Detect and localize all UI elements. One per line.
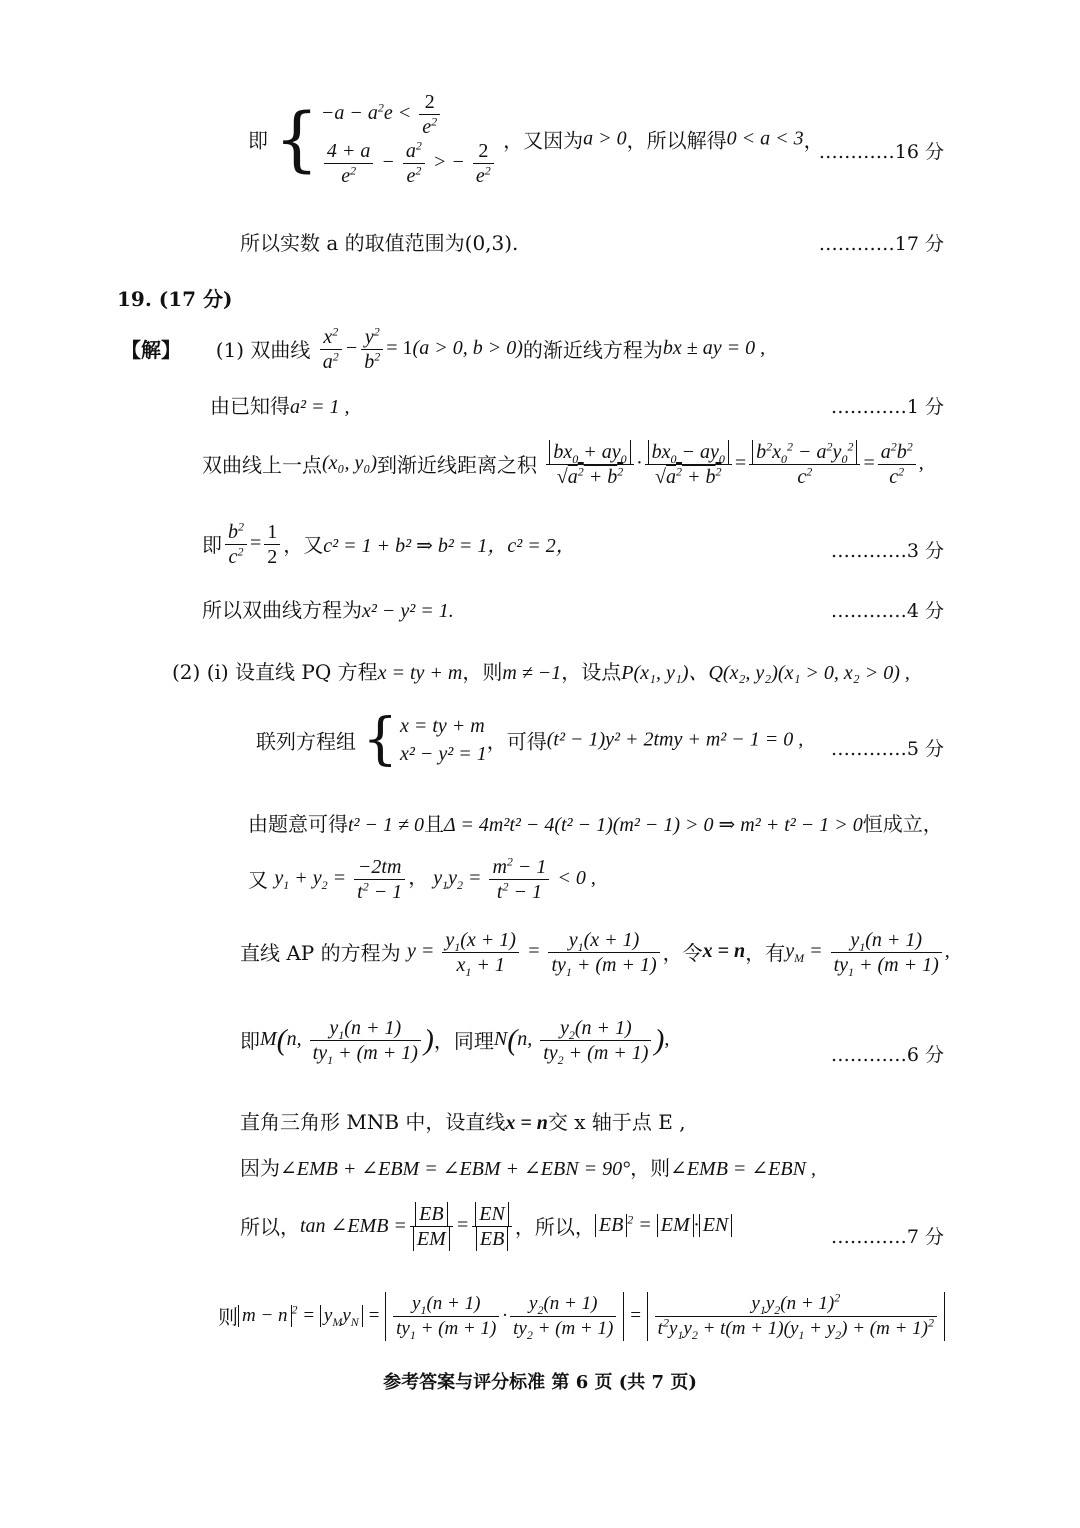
page-footer: 参考答案与评分标准 第 6 页 (共 7 页) <box>383 1372 697 1393</box>
l5-text2: 到渐近线距离之积 <box>376 453 537 478</box>
score-16: …………16 分 <box>818 141 944 163</box>
l16-text2: ，所以， <box>514 1215 595 1240</box>
l9-text2: ，可得 <box>486 729 547 754</box>
l1-text2: ，所以解得 <box>626 128 727 153</box>
score-3: …………3 分 <box>830 540 944 562</box>
ratio-eq: $\frac{b^2}{c^2}$ = $\frac{1}{2}$ <box>222 532 283 554</box>
l14-text: 直角三角形 MNB 中，设直线 <box>240 1110 506 1134</box>
final-line <box>218 1292 945 1341</box>
l9-text: 联列方程组 <box>256 729 356 754</box>
final-formula: m − n $^2 = y_My_N$ = $\frac{y_1(n + 1)}{ty_1 + (m + 1)}$ · $\frac{y_2(n + 1)}{ty_2 + (m + 1)}$ = $\frac{y_1y_2(n + 1)^2}{t^2y_1y_2 + t(m + 1)(y_1 + y_2) + (m + 1)^2}$ <box>238 1305 945 1326</box>
distance-product-formula: $\frac{bx_0 + ay_0}{√a^2 + b^2}$ · $\frac{bx_0 - ay_0}{√a^2 + b^2}$ = $\frac{b^2x_0^2 - a^2y_0^2}{c^2}$ = $\frac{a^2b^2}{c^2}$ , <box>543 452 923 474</box>
l4-text: 由已知得 <box>210 394 290 418</box>
score-17: …………17 分 <box>818 233 944 255</box>
l8-text2: ，则 <box>462 660 503 684</box>
l1-text: ，又因为 <box>503 128 584 153</box>
ineq-row-2: $\frac{4 + a}{e^2}$ − $\frac{a^2}{e^2}$ > − $\frac{2}{e^2}$ <box>321 139 497 188</box>
p1-text1: (1) 双曲线 <box>215 338 311 363</box>
sys-row-2: x² − y² = 1 <box>400 743 487 765</box>
sys-row-1: x = ty + m <box>400 715 485 737</box>
l15-math: ∠EMB + ∠EBM = ∠EBM + ∠EBN = 90° <box>280 1158 631 1180</box>
l6-text: 即 <box>202 533 222 558</box>
l15-text2: ，则 <box>630 1156 671 1180</box>
p1-text2: 的渐近线方程为 <box>522 338 663 363</box>
inequality-system: { $-a - a^2e$ < $\frac{2}{e^2}$ $\frac{4 + a}{e^2}$ − $\frac{a^2}{e^2}$ > − $\frac{2}{e^2}$ <box>274 90 496 188</box>
question-19-header: 19. (17 分) <box>117 287 233 311</box>
l14-xn: x = n <box>505 1112 548 1134</box>
ym-formula: $y_M$ = $\frac{y_1(n + 1)}{ty_1 + (m + 1)}$ , <box>785 929 950 979</box>
part2-setup-line <box>172 656 910 685</box>
l10-m1: t² − 1 ≠ 0 <box>348 814 425 836</box>
l10-text: 由题意可得 <box>248 812 348 836</box>
l16-text: 所以， <box>240 1215 300 1240</box>
point-m: M(n, $\frac{y_1(n + 1)}{ty_1 + (m + 1)}$ ) <box>260 1017 434 1067</box>
l12-xn: x = n <box>702 940 746 963</box>
l12-text2: ，令 <box>662 941 703 966</box>
vieta-formulas: $y_1 + y_2$ = $\frac{-2tm}{t^2 - 1}$ ， $y_1y_2$ = $\frac{m^2 - 1}{t^2 - 1}$ < 0 , <box>274 854 596 903</box>
l6-text2: ，又 <box>283 533 324 558</box>
l1-range: 0 < a < 3 <box>726 127 804 150</box>
l8-pts: P(x₁, y₁)、Q(x₂, y₂)(x₁ > 0, x₂ > 0) , <box>621 662 910 684</box>
l13-text2: ，同理 <box>433 1029 494 1054</box>
score-7: …………7 分 <box>830 1226 944 1248</box>
l12-text3: ，有 <box>745 941 786 966</box>
l10-m2: Δ = 4m²t² − 4(t² − 1)(m² − 1) > 0 ⇒ m² + t² − 1 > 0 <box>444 814 863 836</box>
hyperbola-result-line <box>202 594 454 623</box>
angle-line <box>240 1152 816 1181</box>
vieta-line <box>248 855 596 904</box>
tan-ratios: $\frac{EB}{EM}$ = $\frac{EN}{EB}$ <box>407 1214 515 1236</box>
score-1: …………1 分 <box>830 396 944 418</box>
system-line <box>256 707 804 772</box>
triangle-line <box>240 1106 686 1135</box>
l1-cond: a > 0 <box>583 127 627 150</box>
given-line <box>210 390 350 419</box>
l8-text3: ，设点 <box>561 660 622 684</box>
line-ap <box>240 928 950 977</box>
part1-line <box>121 325 765 374</box>
prefix-ji: 即 <box>248 128 268 153</box>
l6-math: c² = 1 + b² ⇒ b² = 1，c² = 2， <box>323 535 576 558</box>
tan-line <box>240 1202 732 1251</box>
ap-equation: y = $\frac{y_1(x + 1)}{x_1 + 1}$ = $\frac{y_1(x + 1)}{ty_1 + (m + 1)}$ <box>407 940 663 962</box>
l8-text: (2) (i) 设直线 PQ 方程 <box>172 660 378 684</box>
asymptote-equation: bx ± ay = 0 , <box>662 337 766 360</box>
range-conclusion: 所以实数 a 的取值范围为(0,3). <box>240 231 519 255</box>
l7-math: x² − y² = 1. <box>362 600 454 622</box>
p1-cond: (a > 0, b > 0) <box>412 337 523 360</box>
l12-text: 直线 AP 的方程为 <box>240 941 401 966</box>
l9-math: (t² − 1)y² + 2tmy + m² − 1 = 0 , <box>546 728 804 751</box>
distance-product-line <box>202 440 924 489</box>
points-mn-line <box>240 1016 669 1065</box>
b-c-line <box>202 520 576 569</box>
point-n: N(n, $\frac{y_2(n + 1)}{ty_2 + (m + 1)}$ ), <box>493 1017 670 1067</box>
l15-math2: ∠EMB = ∠EBN , <box>670 1158 816 1180</box>
l14-text2: 交 x 轴于点 E , <box>547 1110 686 1134</box>
l10-tail: 恒成立， <box>862 812 943 836</box>
system-inequality-line <box>248 90 824 188</box>
eb-squared: EB $^2$ = EM · EN <box>595 1214 732 1236</box>
l4-math: a² = 1 , <box>290 396 350 418</box>
ineq-row-1: $-a - a^2e$ < $\frac{2}{e^2}$ <box>321 90 497 139</box>
l15-text: 因为 <box>240 1156 280 1180</box>
jie-label: 【解】 <box>121 338 181 363</box>
l16-tan: tan ∠EMB = <box>300 1215 407 1238</box>
l11-text: 又 <box>248 868 268 893</box>
l8-m: m ≠ −1 <box>502 662 562 684</box>
l7-text: 所以双曲线方程为 <box>202 598 362 622</box>
l8-eq: x = ty + m <box>377 662 463 684</box>
l5-text: 双曲线上一点 <box>202 453 322 478</box>
discriminant-line <box>248 808 943 837</box>
score-5: …………5 分 <box>830 738 944 760</box>
score-6: …………6 分 <box>830 1044 944 1066</box>
l5-pt: (x₀, y₀) <box>322 452 377 475</box>
equation-system: { x = ty + m x² − y² = 1 <box>362 707 487 772</box>
l13-text: 即 <box>240 1029 260 1054</box>
score-4: …………4 分 <box>830 600 944 622</box>
l1-end: ， <box>803 128 824 153</box>
hyperbola-equation: $\frac{x^2}{a^2}$ − $\frac{y^2}{b^2}$ = 1 <box>317 337 413 359</box>
l10-and: 且 <box>424 812 445 836</box>
l17-text: 则 <box>218 1304 238 1329</box>
